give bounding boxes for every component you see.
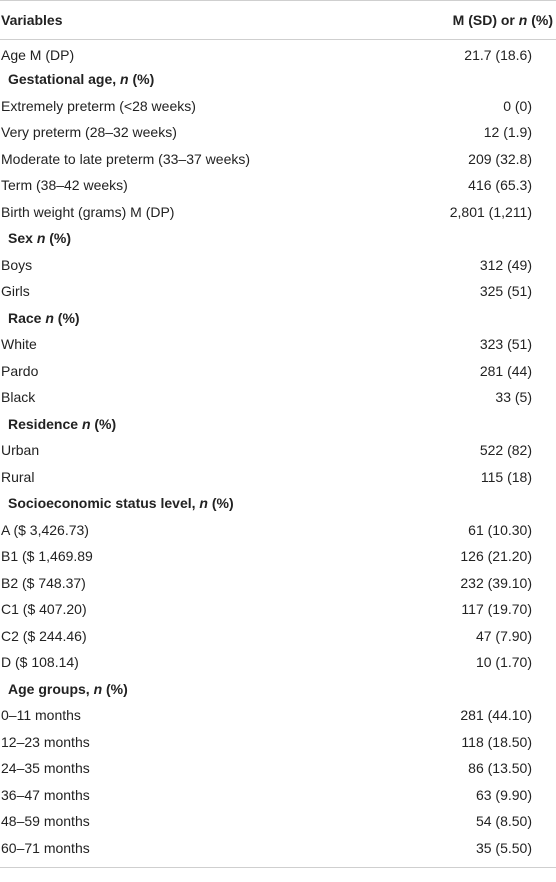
row-label: Pardo bbox=[1, 362, 39, 379]
section-header-row bbox=[0, 490, 556, 517]
table-row bbox=[0, 543, 556, 570]
section-title bbox=[0, 225, 556, 252]
row-value: 281 (44.10) bbox=[460, 707, 532, 724]
row-label: 0–11 months bbox=[1, 707, 81, 724]
row-label: D ($ 108.14) bbox=[1, 654, 79, 671]
section-header-row bbox=[0, 411, 556, 438]
row-label: Boys bbox=[1, 256, 33, 273]
row-value: 115 (18) bbox=[480, 468, 532, 485]
row-value: 12 (1.9) bbox=[483, 124, 532, 141]
row-label: Black bbox=[1, 389, 36, 406]
section-n: n bbox=[120, 71, 129, 88]
row-value: 323 (51) bbox=[479, 336, 532, 353]
row-value: 33 (5) bbox=[495, 389, 532, 406]
row-value: 281 (44) bbox=[479, 362, 532, 379]
section-label: Socioeconomic status level, bbox=[8, 495, 200, 512]
row-value: 522 (82) bbox=[479, 442, 532, 459]
section-n: n bbox=[93, 680, 103, 697]
row-label: Urban bbox=[1, 442, 40, 459]
section-label: Gestational age, bbox=[8, 71, 121, 88]
section-suffix: (%) bbox=[53, 309, 80, 326]
row-value: 416 (65.3) bbox=[468, 177, 532, 194]
section-header-row bbox=[0, 225, 556, 252]
table-row bbox=[0, 172, 556, 199]
row-label: Term (38–42 weeks) bbox=[1, 177, 128, 194]
table-row bbox=[0, 782, 556, 809]
row-value: 126 (21.20) bbox=[460, 548, 532, 565]
section-suffix: (%) bbox=[90, 415, 117, 432]
table-row bbox=[0, 93, 556, 120]
section-n: n bbox=[36, 230, 46, 247]
row-label: Very preterm (28–32 weeks) bbox=[1, 124, 177, 141]
table-row bbox=[0, 835, 556, 862]
row-value: 325 (51) bbox=[479, 283, 532, 300]
row-value: 63 (9.90) bbox=[475, 786, 532, 803]
row-value: 35 (5.50) bbox=[475, 839, 532, 856]
table-header bbox=[0, 1, 556, 40]
section-n: n bbox=[45, 309, 54, 326]
table-row bbox=[0, 517, 556, 544]
table-row bbox=[0, 702, 556, 729]
row-label: 24–35 months bbox=[1, 760, 90, 777]
table-row bbox=[0, 278, 556, 305]
header-stat-prefix: M (SD) or bbox=[452, 12, 519, 28]
table-bottom-rule bbox=[0, 867, 556, 868]
section-title bbox=[0, 305, 556, 332]
row-value: 54 (8.50) bbox=[475, 813, 532, 830]
row-label: A ($ 3,426.73) bbox=[1, 521, 89, 538]
section-header-row bbox=[0, 305, 556, 332]
table-row bbox=[0, 808, 556, 835]
row-label: 36–47 months bbox=[1, 786, 90, 803]
row-label: 12–23 months bbox=[1, 733, 90, 750]
row-label: Girls bbox=[1, 283, 30, 300]
row-label: Rural bbox=[1, 468, 35, 485]
row-value: 47 (7.90) bbox=[475, 627, 532, 644]
section-label: Sex bbox=[8, 230, 37, 247]
table-row bbox=[0, 40, 556, 67]
table-row bbox=[0, 146, 556, 173]
section-label: Residence bbox=[8, 415, 82, 432]
section-title bbox=[0, 676, 556, 703]
row-value: 10 (1.70) bbox=[475, 654, 532, 671]
row-label: C2 ($ 244.46) bbox=[1, 627, 87, 644]
row-value: 21.7 (18.6) bbox=[464, 47, 532, 63]
table-row bbox=[0, 384, 556, 411]
row-value: 209 (32.8) bbox=[468, 150, 532, 167]
header-stat-suffix: (%) bbox=[527, 12, 553, 28]
section-title bbox=[0, 411, 556, 438]
table-row bbox=[0, 570, 556, 597]
section-label: Race bbox=[8, 309, 46, 326]
section-suffix: (%) bbox=[207, 495, 234, 512]
section-suffix: (%) bbox=[45, 230, 72, 247]
section-header-row bbox=[0, 676, 556, 703]
table-row bbox=[0, 755, 556, 782]
table-row bbox=[0, 437, 556, 464]
row-value: 0 (0) bbox=[503, 97, 532, 114]
table-row bbox=[0, 623, 556, 650]
row-label: Birth weight (grams) M (DP) bbox=[1, 203, 175, 220]
row-label: Extremely preterm (<28 weeks) bbox=[1, 97, 196, 114]
section-title bbox=[0, 490, 556, 517]
row-value: 117 (19.70) bbox=[461, 601, 532, 618]
section-n: n bbox=[81, 415, 91, 432]
table-row bbox=[0, 596, 556, 623]
table-row bbox=[0, 729, 556, 756]
row-value: 312 (49) bbox=[479, 256, 532, 273]
row-value: 232 (39.10) bbox=[460, 574, 532, 591]
header-stat bbox=[400, 1, 556, 40]
section-suffix: (%) bbox=[102, 680, 128, 697]
row-value: 118 (18.50) bbox=[461, 733, 532, 750]
row-label: 48–59 months bbox=[1, 813, 90, 830]
table-row bbox=[0, 252, 556, 279]
section-header-row bbox=[0, 66, 556, 93]
row-value: 86 (13.50) bbox=[468, 760, 532, 777]
table-row bbox=[0, 331, 556, 358]
table-row bbox=[0, 119, 556, 146]
row-label: B1 ($ 1,469.89 bbox=[1, 548, 93, 565]
header-row bbox=[0, 1, 556, 40]
row-value: 2,801 (1,211) bbox=[449, 203, 532, 220]
row-label: Age M (DP) bbox=[1, 47, 75, 63]
row-label: 60–71 months bbox=[1, 839, 90, 856]
table-row bbox=[0, 199, 556, 226]
row-label: Moderate to late preterm (33–37 weeks) bbox=[1, 150, 251, 167]
row-label: C1 ($ 407.20) bbox=[1, 601, 87, 618]
row-value: 61 (10.30) bbox=[468, 521, 532, 538]
table-row bbox=[0, 358, 556, 385]
table-row bbox=[0, 649, 556, 676]
table-row bbox=[0, 464, 556, 491]
section-suffix: (%) bbox=[128, 71, 155, 88]
row-label: B2 ($ 748.37) bbox=[1, 574, 86, 591]
section-n: n bbox=[199, 495, 208, 512]
section-title bbox=[0, 66, 556, 93]
header-stat-n: n bbox=[518, 12, 528, 28]
section-label: Age groups, bbox=[8, 680, 94, 697]
header-variables: Variables bbox=[0, 1, 400, 40]
row-label: White bbox=[1, 336, 37, 353]
table-body bbox=[0, 40, 556, 862]
